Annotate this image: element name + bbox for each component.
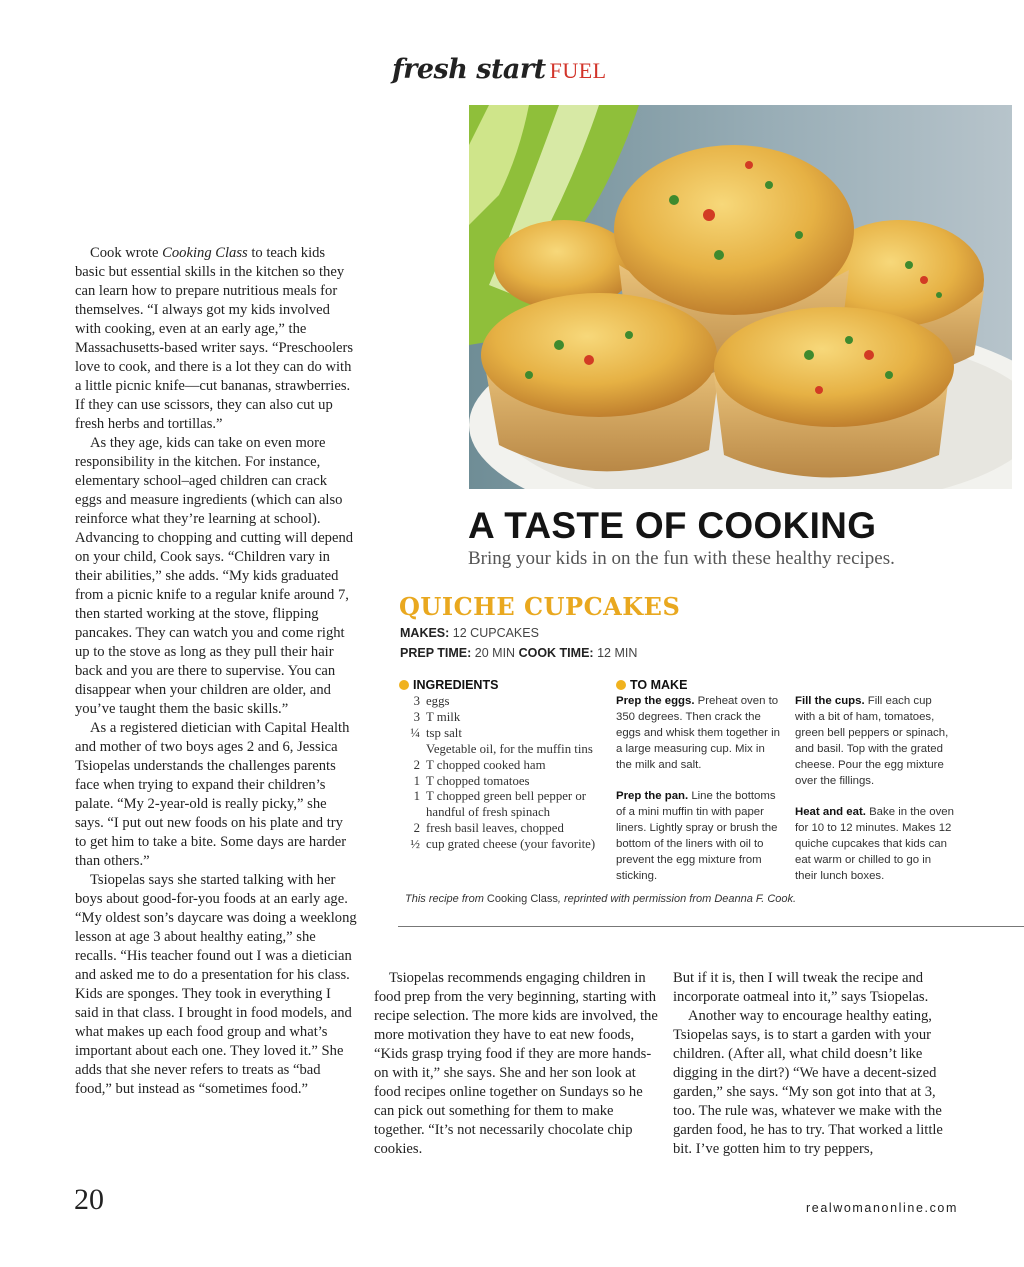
credit-book-title: Cooking Class	[486, 893, 558, 905]
book-title: Cooking Class	[162, 245, 248, 261]
paragraph: Tsiopelas says she started talking with her boys about good-for-you foods at an early age. “My oldest son’s daycare was doing a weeklong lesson at age 3 about healthy eating,” she recalls. “His teacher found out I was a dietician and asked me to do a presentation for his class. Kids are sponges. They took in everything I said in that class. I brought in food models, and what makes up each food group and what’s important about each one. They loved it.” She adds that she never refers to treats as “bad food,” but instead as “sometimes food.”	[75, 872, 357, 1097]
website-url: realwomanonline.com	[806, 1201, 958, 1215]
ingredient-item: 1 T chopped tomatoes	[413, 773, 530, 788]
paragraph: But if it is, then I will tweak the recipe and incorporate oatmeal into it,” says Tsiopelas.	[673, 970, 929, 1005]
feature-title: A TASTE OF COOKING	[468, 505, 877, 546]
recipe-title: QUICHE CUPCAKES	[399, 592, 681, 621]
bullet-dot-icon	[399, 680, 409, 690]
paragraph: As a registered dietician with Capital Health and mother of two boys ages 2 and 6, Jessica Tsiopelas understands the challenges parents face when trying to expand their children’s palate. “My 2-year-old is really picky,” she says. “I put out new foods on his plate and try to get him to take a bite. Some days are harder than others.”	[75, 720, 350, 869]
paragraph: Another way to encourage healthy eating, Tsiopelas says, is to start a garden with your children. (After all, what child doesn’t like digging in the dirt?) “We have a decent-sized garden,” she says. “My son got into that at 3, too. The rule was, whatever we make with the garden food, he has to try. That worked a little bit. I’ve gotten him to try peppers,	[673, 1008, 943, 1157]
feature-subtitle: Bring your kids in on the fun with these healthy recipes.	[468, 548, 895, 569]
paragraph: As they age, kids can take on even more responsibility in the kitchen. For instance, elementary school–aged children can crack eggs and measure ingredients (which can also reinforce what they’re learning at school). Advancing to chopping and cutting will depend on your child, Cook says. “Children vary in their abilities,” she adds. “My kids graduated from a picnic knife to a regular knife around 7, then started working at the stove, flipping pancakes. They can watch you and come right up to the stove as long as they pull their hair back and you are there to supervise. You can disappear when your children are older, and you’ve taught them the basic skills.”	[75, 435, 354, 717]
article-column-right	[673, 969, 958, 1159]
steps-column-2	[795, 694, 955, 901]
recipe-credit: This recipe from Cooking Class, reprinted with permission from Deanna F. Cook.	[405, 893, 797, 905]
recipe-times: PREP TIME: 20 MIN COOK TIME: 12 MIN	[400, 646, 638, 660]
recipe-yield: MAKES: 12 CUPCAKES	[400, 626, 539, 640]
ingredient-item: 3 T milk	[413, 709, 461, 724]
ingredient-item: ½ cup grated cheese (your favorite)	[410, 837, 596, 852]
section-label: FUEL	[549, 58, 607, 83]
ingredients-heading: INGREDIENTS	[399, 678, 498, 692]
ingredient-item: 2 T chopped cooked ham	[413, 757, 546, 772]
recipe-step: Heat and eat. Bake in the oven for 10 to 12 minutes. Makes 12 quiche cupcakes that kids can eat warm or chilled to go in their lunch boxes.	[795, 806, 954, 882]
paragraph: Tsiopelas recommends engaging children in food prep from the very beginning, starting with recipe selection. The more kids are involved, the more motivation they have to eat new foods, “Kids grasp trying food if they are more hands-on with it,” she says. She and her son look at food recipes online together on Sundays so he can pick out something for them to make together. “It’s not necessarily chocolate chip cookies.	[374, 970, 658, 1157]
ingredient-list	[398, 694, 610, 853]
paragraph: Cook wrote Cooking Class to teach kids basic but essential skills in the kitchen so they can learn how to prepare nutritious meals for themselves. “I always got my kids involved with cooking, even at an early age,” the Massachusetts-based writer says. “Preschoolers love to cook, and there is a lot they can do with a little picnic knife—cut bananas, strawberries. If they can use scissors, they can also cut up fresh herbs and tortillas.”	[75, 245, 354, 432]
page-number: 20	[74, 1183, 104, 1216]
ingredient-item: ¼ tsp salt	[410, 725, 462, 740]
bullet-dot-icon	[616, 680, 626, 690]
section-header	[392, 54, 632, 94]
recipe-step: Prep the pan. Line the bottoms of a mini muffin tin with paper liners. Lightly spray or brush the bottom of the liners with oil to prevent the egg mixture from sticking.	[616, 790, 778, 882]
quiche-cupcakes-photo	[469, 105, 1012, 489]
ingredient-item: 3 eggs	[413, 694, 450, 708]
ingredient-item: Vegetable oil, for the muffin tins	[426, 741, 593, 756]
article-column-middle	[374, 969, 659, 1159]
section-divider	[398, 926, 1024, 927]
recipe-step: Fill the cups. Fill each cup with a bit of ham, tomatoes, green bell peppers or spinach, and basil. Top with the grated cheese. Pour the egg mixture over the fillings.	[795, 695, 949, 787]
article-column-left	[75, 244, 357, 1099]
steps-column-1	[616, 694, 782, 901]
recipe-step: Prep the eggs. Preheat oven to 350 degrees. Then crack the eggs and whisk them together in a large measuring cup. Mix in the milk and salt.	[616, 695, 780, 771]
to-make-heading: TO MAKE	[616, 678, 687, 692]
brand-logo: fresh start	[392, 54, 546, 85]
ingredient-item: 2 fresh basil leaves, chopped	[413, 821, 564, 836]
ingredient-item: 1 T chopped green bell pepper or handful of fresh spinach	[413, 789, 587, 820]
